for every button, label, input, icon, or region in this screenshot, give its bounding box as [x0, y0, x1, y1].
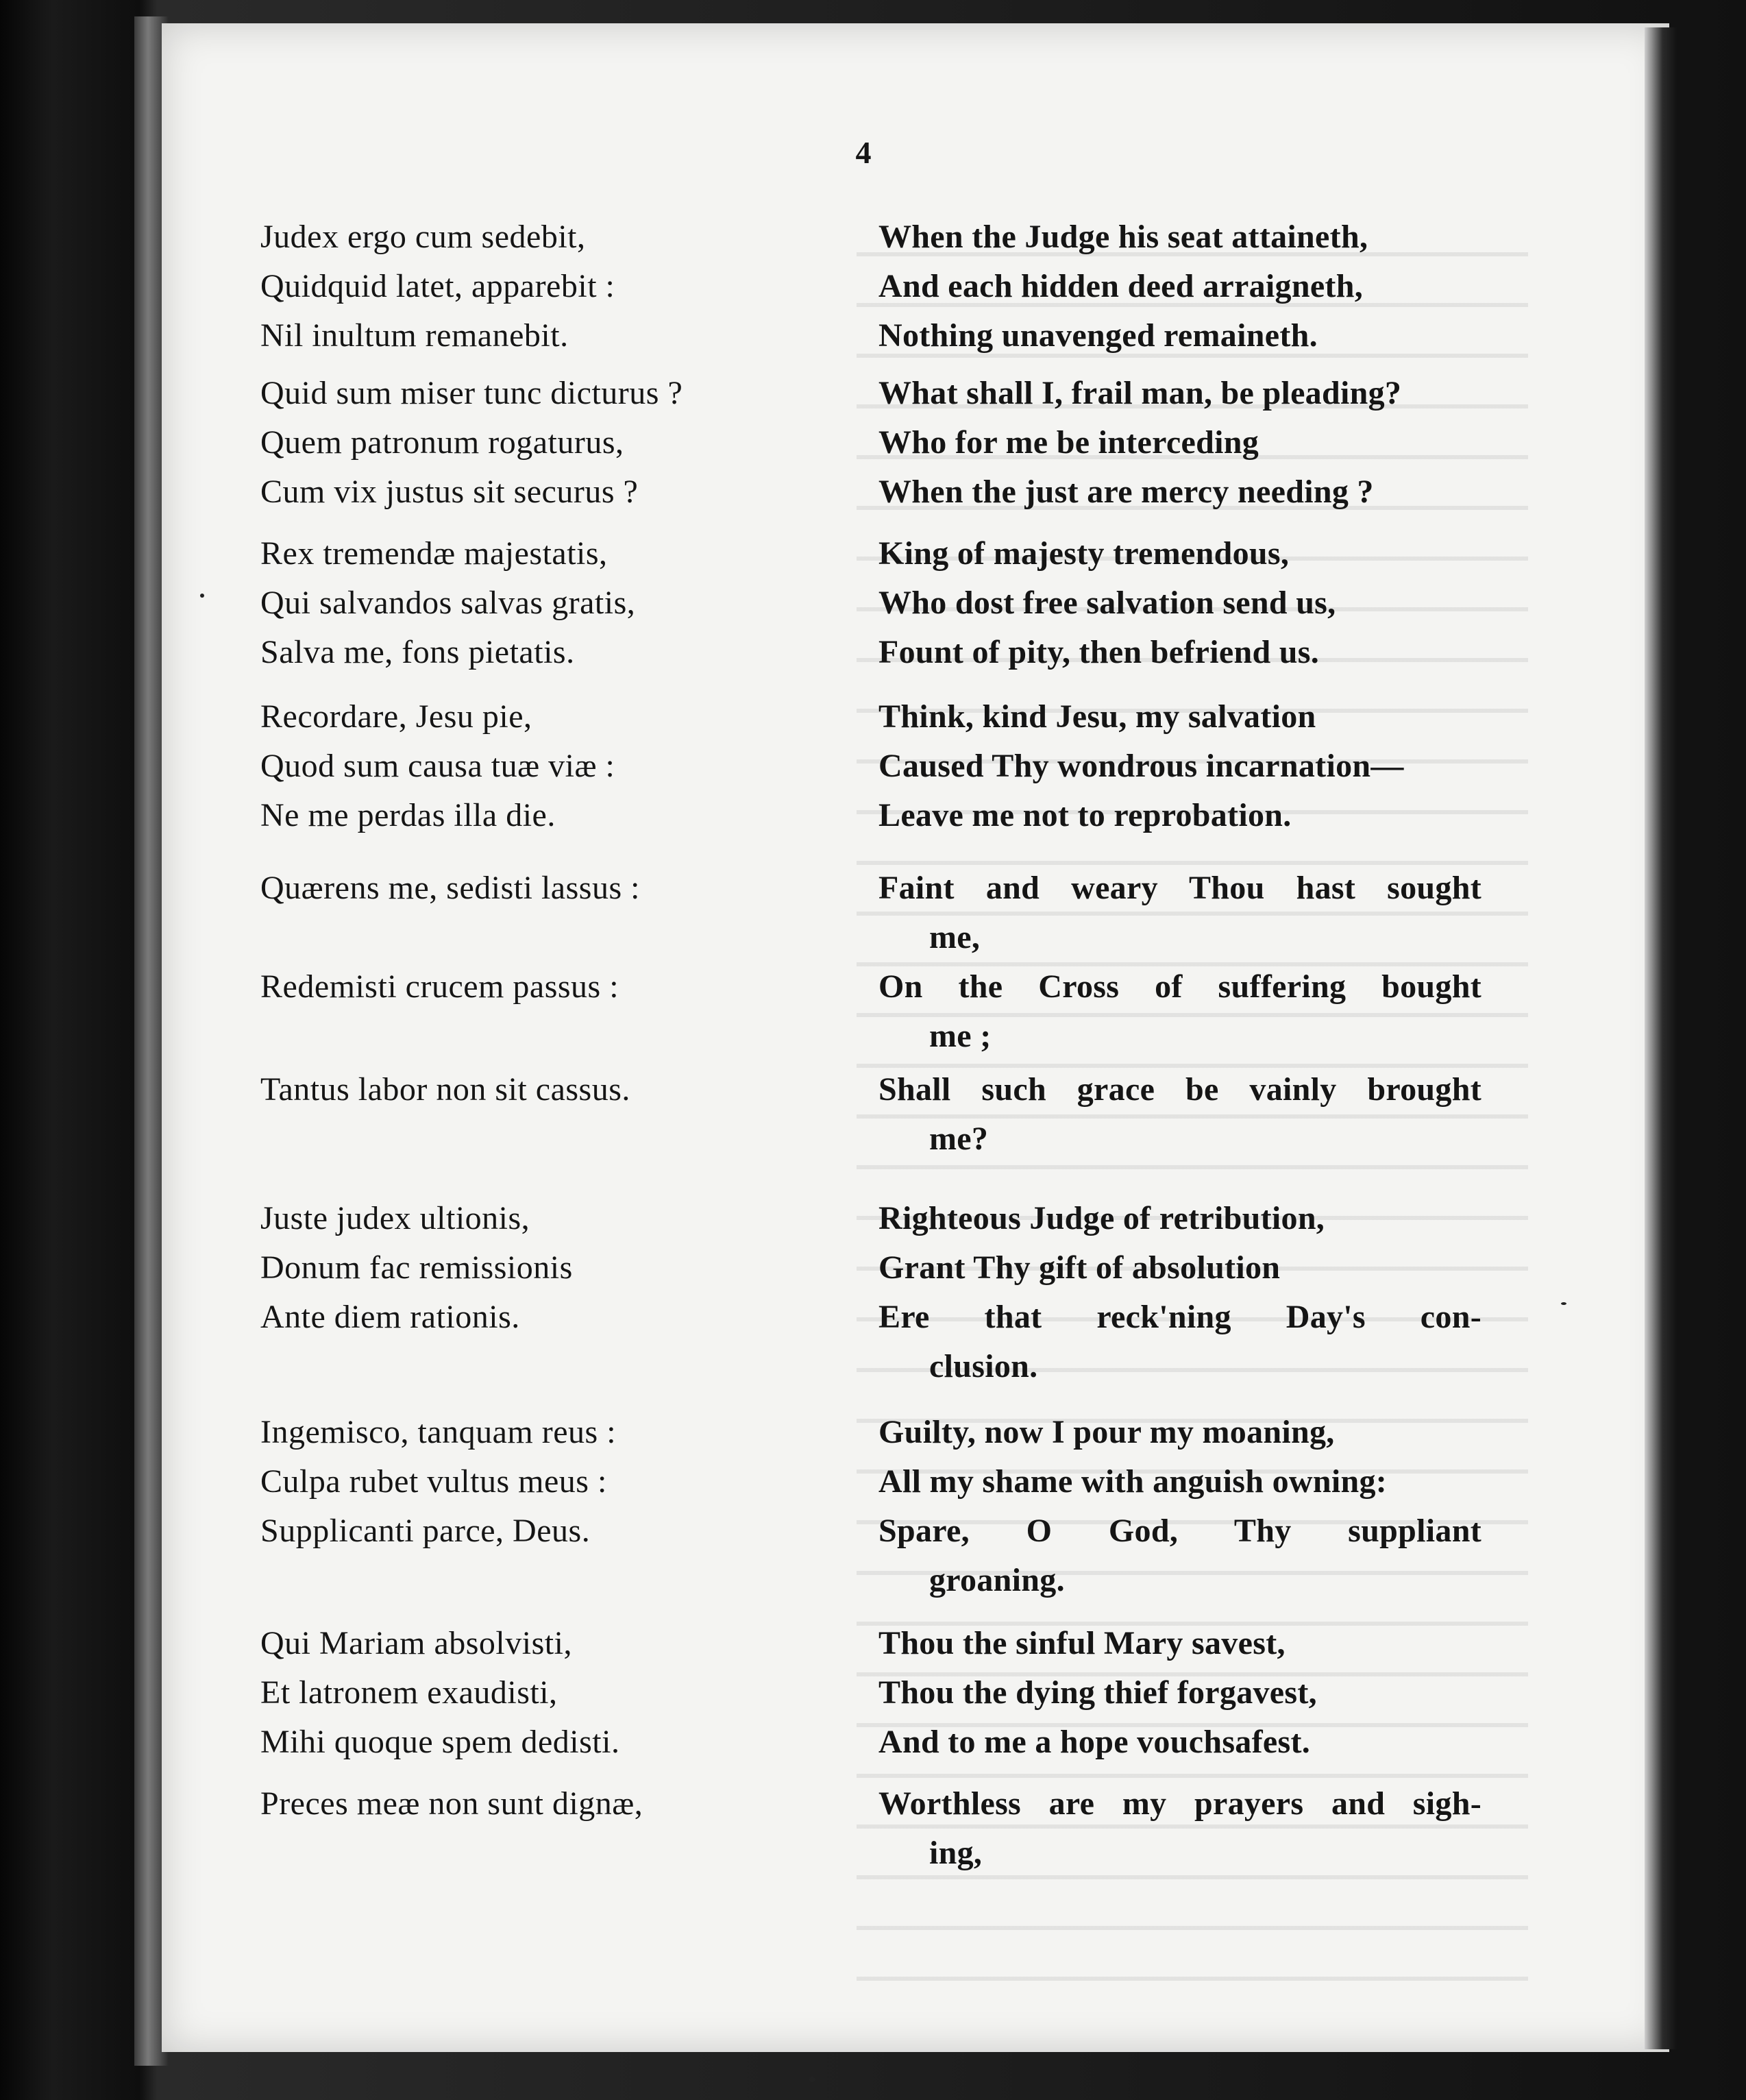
english-line: Fount of pity, then befriend us.: [878, 634, 1320, 670]
english-line: When the just are mercy needing ?: [878, 474, 1374, 510]
english-line: When the Judge his seat attaineth,: [878, 219, 1368, 255]
latin-line: Ingemisco, tanquam reus :: [260, 1414, 617, 1450]
latin-stanza-3: [260, 529, 877, 677]
english-stanza-8: [878, 1194, 1564, 1391]
latin-line: Qui Mariam absolvisti,: [260, 1625, 572, 1661]
english-line-continuation: clusion.: [929, 1348, 1038, 1384]
latin-stanza-1: [260, 212, 877, 361]
english-stanza-10: [878, 1619, 1564, 1767]
english-stanza-6: [878, 962, 1564, 1061]
english-line: King of majesty tremendous,: [878, 535, 1290, 572]
english-line: Faint and weary Thou hast sought: [878, 870, 1481, 906]
latin-stanza-9: [260, 1408, 877, 1556]
scan-speck: [809, 2077, 815, 2082]
english-stanza-5: [878, 864, 1564, 962]
scan-speck: [200, 594, 204, 598]
english-line-continuation: ing,: [929, 1835, 983, 1871]
english-line: Spare, O God, Thy suppliant: [878, 1513, 1481, 1549]
latin-line: Nil inultum remanebit.: [260, 317, 569, 354]
latin-stanza-5: [260, 864, 877, 913]
english-line: Thou the dying thief forgavest,: [878, 1674, 1317, 1711]
latin-stanza-8: [260, 1194, 877, 1342]
latin-line: Donum fac remissionis: [260, 1249, 573, 1286]
latin-line: Cum vix justus sit securus ?: [260, 474, 639, 510]
latin-line: Tantus labor non sit cassus.: [260, 1071, 630, 1108]
english-line: All my shame with anguish owning:: [878, 1463, 1388, 1500]
english-line-continuation: groaning.: [929, 1562, 1065, 1598]
latin-stanza-10: [260, 1619, 877, 1767]
latin-line: Quærens me, sedisti lassus :: [260, 870, 640, 906]
latin-stanza-11: [260, 1779, 877, 1829]
latin-line: Salva me, fons pietatis.: [260, 634, 575, 670]
english-line: Ere that reck'ning Day's con-: [878, 1299, 1481, 1335]
english-line: And to me a hope vouchsafest.: [878, 1724, 1311, 1760]
english-line: Righteous Judge of retribution,: [878, 1200, 1325, 1236]
english-stanza-3: [878, 529, 1564, 677]
english-line: On the Cross of suffering bought: [878, 968, 1481, 1005]
english-line: Shall such grace be vainly brought: [878, 1071, 1481, 1108]
english-line: Thou the sinful Mary savest,: [878, 1625, 1286, 1661]
latin-line: Supplicanti parce, Deus.: [260, 1513, 591, 1549]
latin-line: Preces meæ non sunt dignæ,: [260, 1785, 643, 1822]
latin-line: Quem patronum rogaturus,: [260, 424, 624, 461]
page-right-shadow: [1645, 27, 1677, 2049]
latin-line: Et latronem exaudisti,: [260, 1674, 558, 1711]
english-line: Who dost free salvation send us,: [878, 585, 1336, 621]
english-stanza-1: [878, 212, 1564, 361]
latin-line: Rex tremendæ majestatis,: [260, 535, 608, 572]
english-line: Nothing unavenged remaineth.: [878, 317, 1318, 354]
scan-speck: [1561, 1302, 1566, 1305]
latin-line: Culpa rubet vultus meus :: [260, 1463, 607, 1500]
latin-line: Ante diem rationis.: [260, 1299, 520, 1335]
english-stanza-2: [878, 369, 1564, 517]
english-line-continuation: me?: [929, 1121, 989, 1157]
latin-stanza-7: [260, 1065, 877, 1114]
latin-stanza-6: [260, 962, 877, 1012]
latin-line: Redemisti crucem passus :: [260, 968, 619, 1005]
english-stanza-11: [878, 1779, 1564, 1878]
english-line: Guilty, now I pour my moaning,: [878, 1414, 1335, 1450]
english-line: Caused Thy wondrous incarnation—: [878, 748, 1404, 784]
latin-line: Judex ergo cum sedebit,: [260, 219, 586, 255]
latin-line: Mihi quoque spem dedisti.: [260, 1724, 620, 1760]
latin-line: Juste judex ultionis,: [260, 1200, 530, 1236]
english-stanza-9: [878, 1408, 1564, 1605]
english-line: And each hidden deed arraigneth,: [878, 268, 1364, 304]
english-line: What shall I, frail man, be pleading?: [878, 375, 1402, 411]
english-line: Grant Thy gift of absolution: [878, 1249, 1281, 1286]
english-line-continuation: me ;: [929, 1018, 992, 1054]
english-stanza-7: [878, 1065, 1564, 1164]
page-number: 4: [855, 135, 872, 170]
english-line: Who for me be interceding: [878, 424, 1259, 461]
english-line: Worthless are my prayers and sigh-: [878, 1785, 1481, 1822]
latin-line: Quid sum miser tunc dicturus ?: [260, 375, 683, 411]
english-line: Leave me not to reprobation.: [878, 797, 1292, 833]
english-line-continuation: me,: [929, 919, 981, 955]
latin-stanza-4: [260, 692, 877, 840]
latin-line: Recordare, Jesu pie,: [260, 698, 532, 735]
latin-line: Qui salvandos salvas gratis,: [260, 585, 636, 621]
latin-line: Ne me perdas illa die.: [260, 797, 556, 833]
english-stanza-4: [878, 692, 1564, 840]
latin-line: Quod sum causa tuæ viæ :: [260, 748, 615, 784]
latin-stanza-2: [260, 369, 877, 517]
english-line: Think, kind Jesu, my salvation: [878, 698, 1316, 735]
latin-line: Quidquid latet, apparebit :: [260, 268, 615, 304]
